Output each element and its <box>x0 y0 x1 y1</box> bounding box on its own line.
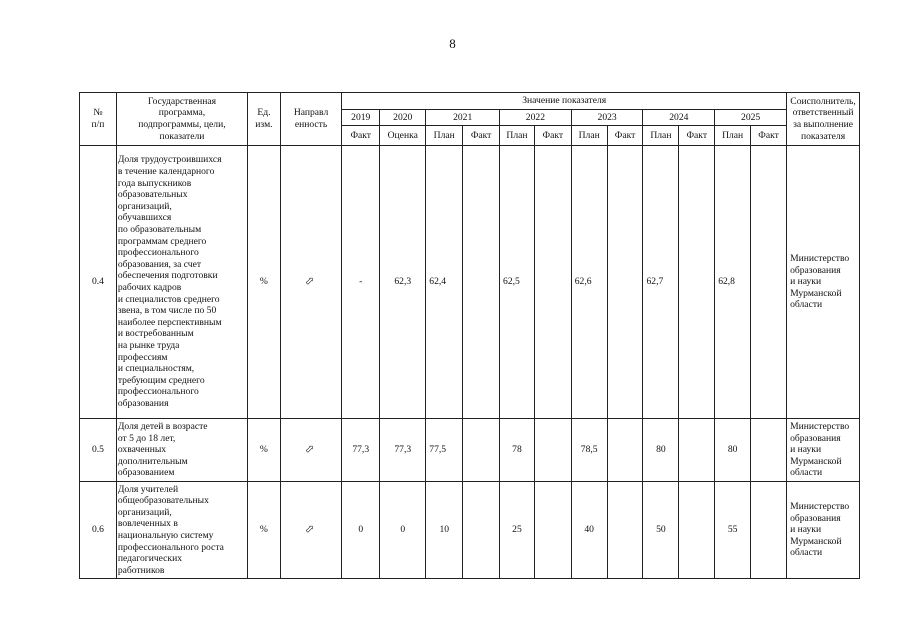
value-2024-plan: 80 <box>643 419 679 482</box>
value-2019-fact: 77,3 <box>342 419 380 482</box>
value-2022-plan: 25 <box>500 482 535 579</box>
value-2023-plan: 78,5 <box>571 419 607 482</box>
row-unit: % <box>248 482 281 579</box>
value-2021-fact <box>463 146 500 419</box>
header-program <box>116 93 247 146</box>
sub-2020-estimate: Оценка <box>380 126 426 146</box>
sub-2022-fact: Факт <box>534 126 571 146</box>
row-description <box>116 146 247 419</box>
cell-text: Министерство образования и науки Мурманской области <box>790 421 850 479</box>
cell-text: Соисполнитель, ответственный за выполнение показателя <box>790 95 856 142</box>
value-2022-fact <box>534 146 571 419</box>
table-row <box>80 482 860 579</box>
cell-text: 62,6 <box>574 276 592 288</box>
value-2019-fact: 0 <box>342 482 380 579</box>
row-description <box>116 482 247 579</box>
value-2022-fact <box>534 419 571 482</box>
cell-text: Министерство образования и науки Мурманской области <box>790 501 850 559</box>
value-2020-estimate: 62,3 <box>380 146 426 419</box>
year-2020: 2020 <box>380 110 426 126</box>
table-row <box>80 146 860 419</box>
year-2022: 2022 <box>500 110 572 126</box>
year-2025: 2025 <box>715 110 787 126</box>
row-unit: % <box>248 146 281 419</box>
row-responsible <box>787 419 860 482</box>
value-2021-fact <box>463 482 500 579</box>
header-num <box>80 93 117 146</box>
value-2024-fact <box>679 482 715 579</box>
value-2023-fact <box>607 146 643 419</box>
sub-2023-plan: План <box>571 126 607 146</box>
header-values-group: Значение показателя <box>342 93 787 110</box>
page-number: 8 <box>449 36 456 51</box>
sub-2022-plan: План <box>500 126 535 146</box>
sub-2021-fact: Факт <box>463 126 500 146</box>
value-2020-estimate: 0 <box>380 482 426 579</box>
row-num: 0.5 <box>80 419 117 482</box>
direction-arrow-icon <box>280 482 341 579</box>
value-2025-fact <box>751 146 787 419</box>
value-2022-fact <box>534 482 571 579</box>
cell-text: ⇨ <box>302 521 318 537</box>
cell-text: № п/п <box>91 107 105 130</box>
row-description <box>116 419 247 482</box>
row-responsible <box>787 482 860 579</box>
header-unit <box>248 93 281 146</box>
row-unit: % <box>248 419 281 482</box>
cell-text: 77,5 <box>429 444 447 456</box>
value-2023-plan <box>571 146 607 419</box>
value-2024-plan: 50 <box>643 482 679 579</box>
table-row <box>80 419 860 482</box>
value-2022-plan <box>500 146 535 419</box>
year-2019: 2019 <box>342 110 380 126</box>
value-2023-fact <box>607 482 643 579</box>
value-2022-plan: 78 <box>500 419 535 482</box>
sub-2021-plan: План <box>426 126 463 146</box>
direction-arrow-icon <box>280 146 341 419</box>
header-responsible <box>787 93 860 146</box>
sub-2025-plan: План <box>715 126 751 146</box>
year-2021: 2021 <box>426 110 500 126</box>
cell-text: Доля учителей общеобразовательных организаций, вовлеченных в национальную систему профессионального роста педагогических работников <box>117 483 224 576</box>
header-direction <box>280 93 341 146</box>
row-num: 0.4 <box>80 146 117 419</box>
value-2024-fact <box>679 419 715 482</box>
row-responsible <box>787 146 860 419</box>
sub-2024-plan: План <box>643 126 679 146</box>
value-2023-fact <box>607 419 643 482</box>
sub-2023-fact: Факт <box>607 126 643 146</box>
sub-2019-fact: Факт <box>342 126 380 146</box>
year-2023: 2023 <box>571 110 643 126</box>
cell-text: ⇨ <box>302 441 318 457</box>
cell-text: Доля детей в возрасте от 5 до 18 лет, охваченных дополнительным образованием <box>117 421 208 479</box>
value-2025-fact <box>751 482 787 579</box>
cell-text: ⇨ <box>302 273 318 289</box>
value-2025-plan <box>715 146 751 419</box>
value-2025-plan: 80 <box>715 419 751 482</box>
cell-text: Доля трудоустроившихся в течение календарного года выпускников образовательных организаций, обучавшихся по образовательным программам среднего профессионального образования, за счет обеспечения подготовки рабочих кадров и специалистов среднего звена, в том числе по 50 наиболее перспективным и востребованным на рынке труда профессиям и специальностям, требующим среднего профессионального образования <box>117 154 222 409</box>
cell-text: Государственная программа, подпрограммы, цели, показатели <box>138 95 226 142</box>
value-2025-plan: 55 <box>715 482 751 579</box>
indicators-table <box>79 92 860 579</box>
cell-text: 62,7 <box>646 276 664 288</box>
direction-arrow-icon <box>280 419 341 482</box>
value-2025-fact <box>751 419 787 482</box>
value-2024-fact <box>679 146 715 419</box>
value-2023-plan: 40 <box>571 482 607 579</box>
cell-text: 62,8 <box>718 276 735 288</box>
value-2021-plan: 10 <box>426 482 463 579</box>
value-2024-plan <box>643 146 679 419</box>
year-2024: 2024 <box>643 110 715 126</box>
row-num: 0.6 <box>80 482 117 579</box>
cell-text: 62,4 <box>429 276 447 288</box>
value-2020-estimate: 77,3 <box>380 419 426 482</box>
cell-text: 62,5 <box>503 276 520 288</box>
value-2021-plan <box>426 419 463 482</box>
cell-text: Ед. изм. <box>255 107 273 130</box>
value-2021-plan <box>426 146 463 419</box>
value-2019-fact: - <box>342 146 380 419</box>
cell-text: Министерство образования и науки Мурманской области <box>790 253 850 311</box>
sub-2024-fact: Факт <box>679 126 715 146</box>
value-2021-fact <box>463 419 500 482</box>
cell-text: Направл енность <box>293 107 329 130</box>
sub-2025-fact: Факт <box>751 126 787 146</box>
